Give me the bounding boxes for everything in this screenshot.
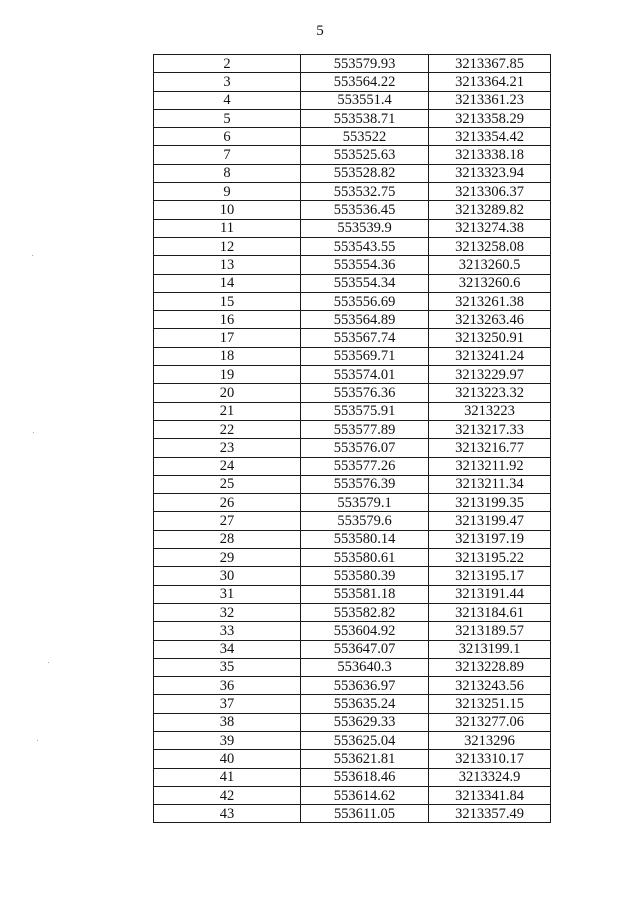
x-coordinate-cell: 553538.71 — [301, 109, 429, 127]
x-coordinate-cell: 553551.4 — [301, 91, 429, 109]
x-coordinate-cell: 553618.46 — [301, 768, 429, 786]
table-row — [154, 786, 551, 804]
x-coordinate-cell: 553575.91 — [301, 402, 429, 420]
point-number-cell: 6 — [154, 128, 301, 146]
x-coordinate-cell: 553614.62 — [301, 786, 429, 804]
x-coordinate-cell: 553581.18 — [301, 585, 429, 603]
y-coordinate-cell: 3213217.33 — [429, 420, 551, 438]
table-row — [154, 183, 551, 201]
point-number-cell: 34 — [154, 640, 301, 658]
table-row — [154, 768, 551, 786]
scan-speck — [33, 432, 34, 433]
point-number-cell: 40 — [154, 750, 301, 768]
x-coordinate-cell: 553554.36 — [301, 256, 429, 274]
table-row — [154, 420, 551, 438]
x-coordinate-cell: 553621.81 — [301, 750, 429, 768]
point-number-cell: 26 — [154, 494, 301, 512]
table-row — [154, 585, 551, 603]
x-coordinate-cell: 553580.14 — [301, 530, 429, 548]
table-row — [154, 73, 551, 91]
point-number-cell: 25 — [154, 475, 301, 493]
y-coordinate-cell: 3213197.19 — [429, 530, 551, 548]
table-row — [154, 640, 551, 658]
y-coordinate-cell: 3213324.9 — [429, 768, 551, 786]
y-coordinate-cell: 3213277.06 — [429, 713, 551, 731]
table-row — [154, 219, 551, 237]
y-coordinate-cell: 3213243.56 — [429, 677, 551, 695]
y-coordinate-cell: 3213361.23 — [429, 91, 551, 109]
y-coordinate-cell: 3213358.29 — [429, 109, 551, 127]
y-coordinate-cell: 3213199.1 — [429, 640, 551, 658]
x-coordinate-cell: 553576.39 — [301, 475, 429, 493]
y-coordinate-cell: 3213261.38 — [429, 292, 551, 310]
table-row — [154, 512, 551, 530]
point-number-cell: 39 — [154, 731, 301, 749]
x-coordinate-cell: 553604.92 — [301, 622, 429, 640]
x-coordinate-cell: 553640.3 — [301, 658, 429, 676]
point-number-cell: 15 — [154, 292, 301, 310]
point-number-cell: 16 — [154, 311, 301, 329]
y-coordinate-cell: 3213251.15 — [429, 695, 551, 713]
point-number-cell: 28 — [154, 530, 301, 548]
point-number-cell: 43 — [154, 805, 301, 823]
table-row — [154, 603, 551, 621]
table-row — [154, 713, 551, 731]
table-row — [154, 256, 551, 274]
x-coordinate-cell: 553539.9 — [301, 219, 429, 237]
x-coordinate-cell: 553579.1 — [301, 494, 429, 512]
point-number-cell: 20 — [154, 384, 301, 402]
table-row — [154, 677, 551, 695]
x-coordinate-cell: 553532.75 — [301, 183, 429, 201]
point-number-cell: 21 — [154, 402, 301, 420]
table-row — [154, 475, 551, 493]
point-number-cell: 41 — [154, 768, 301, 786]
point-number-cell: 5 — [154, 109, 301, 127]
point-number-cell: 29 — [154, 549, 301, 567]
point-number-cell: 19 — [154, 366, 301, 384]
y-coordinate-cell: 3213228.89 — [429, 658, 551, 676]
x-coordinate-cell: 553611.05 — [301, 805, 429, 823]
x-coordinate-cell: 553536.45 — [301, 201, 429, 219]
point-number-cell: 10 — [154, 201, 301, 219]
table-row — [154, 750, 551, 768]
y-coordinate-cell: 3213184.61 — [429, 603, 551, 621]
point-number-cell: 31 — [154, 585, 301, 603]
y-coordinate-cell: 3213357.49 — [429, 805, 551, 823]
y-coordinate-cell: 3213260.5 — [429, 256, 551, 274]
y-coordinate-cell: 3213274.38 — [429, 219, 551, 237]
y-coordinate-cell: 3213306.37 — [429, 183, 551, 201]
point-number-cell: 2 — [154, 55, 301, 73]
table-row — [154, 658, 551, 676]
x-coordinate-cell: 553629.33 — [301, 713, 429, 731]
table-row — [154, 622, 551, 640]
point-number-cell: 24 — [154, 457, 301, 475]
point-number-cell: 23 — [154, 439, 301, 457]
table-row — [154, 805, 551, 823]
scan-speck — [37, 740, 38, 741]
y-coordinate-cell: 3213323.94 — [429, 164, 551, 182]
y-coordinate-cell: 3213223.32 — [429, 384, 551, 402]
table-row — [154, 439, 551, 457]
y-coordinate-cell: 3213195.22 — [429, 549, 551, 567]
x-coordinate-cell: 553528.82 — [301, 164, 429, 182]
x-coordinate-cell: 553576.36 — [301, 384, 429, 402]
x-coordinate-cell: 553580.39 — [301, 567, 429, 585]
table-row — [154, 292, 551, 310]
table-row — [154, 55, 551, 73]
x-coordinate-cell: 553556.69 — [301, 292, 429, 310]
point-number-cell: 8 — [154, 164, 301, 182]
table-row — [154, 457, 551, 475]
y-coordinate-cell: 3213199.47 — [429, 512, 551, 530]
point-number-cell: 3 — [154, 73, 301, 91]
x-coordinate-cell: 553579.93 — [301, 55, 429, 73]
x-coordinate-cell: 553554.34 — [301, 274, 429, 292]
table-row — [154, 109, 551, 127]
y-coordinate-cell: 3213263.46 — [429, 311, 551, 329]
x-coordinate-cell: 553647.07 — [301, 640, 429, 658]
point-number-cell: 7 — [154, 146, 301, 164]
table-row — [154, 695, 551, 713]
table-row — [154, 731, 551, 749]
y-coordinate-cell: 3213223 — [429, 402, 551, 420]
x-coordinate-cell: 553576.07 — [301, 439, 429, 457]
y-coordinate-cell: 3213229.97 — [429, 366, 551, 384]
y-coordinate-cell: 3213367.85 — [429, 55, 551, 73]
x-coordinate-cell: 553579.6 — [301, 512, 429, 530]
y-coordinate-cell: 3213216.77 — [429, 439, 551, 457]
x-coordinate-cell: 553577.26 — [301, 457, 429, 475]
coordinates-table-body — [154, 55, 551, 823]
y-coordinate-cell: 3213191.44 — [429, 585, 551, 603]
x-coordinate-cell: 553635.24 — [301, 695, 429, 713]
y-coordinate-cell: 3213296 — [429, 731, 551, 749]
point-number-cell: 35 — [154, 658, 301, 676]
y-coordinate-cell: 3213310.17 — [429, 750, 551, 768]
x-coordinate-cell: 553569.71 — [301, 347, 429, 365]
y-coordinate-cell: 3213189.57 — [429, 622, 551, 640]
x-coordinate-cell: 553577.89 — [301, 420, 429, 438]
x-coordinate-cell: 553564.89 — [301, 311, 429, 329]
table-row — [154, 549, 551, 567]
table-row — [154, 530, 551, 548]
table-row — [154, 366, 551, 384]
point-number-cell: 4 — [154, 91, 301, 109]
y-coordinate-cell: 3213338.18 — [429, 146, 551, 164]
coordinates-table — [153, 54, 551, 823]
y-coordinate-cell: 3213341.84 — [429, 786, 551, 804]
point-number-cell: 22 — [154, 420, 301, 438]
x-coordinate-cell: 553574.01 — [301, 366, 429, 384]
point-number-cell: 14 — [154, 274, 301, 292]
x-coordinate-cell: 553543.55 — [301, 237, 429, 255]
y-coordinate-cell: 3213260.6 — [429, 274, 551, 292]
point-number-cell: 33 — [154, 622, 301, 640]
point-number-cell: 37 — [154, 695, 301, 713]
y-coordinate-cell: 3213354.42 — [429, 128, 551, 146]
table-row — [154, 164, 551, 182]
y-coordinate-cell: 3213241.24 — [429, 347, 551, 365]
x-coordinate-cell: 553582.82 — [301, 603, 429, 621]
point-number-cell: 17 — [154, 329, 301, 347]
table-row — [154, 347, 551, 365]
point-number-cell: 36 — [154, 677, 301, 695]
table-row — [154, 128, 551, 146]
y-coordinate-cell: 3213211.92 — [429, 457, 551, 475]
table-row — [154, 567, 551, 585]
table-row — [154, 274, 551, 292]
table-row — [154, 237, 551, 255]
y-coordinate-cell: 3213289.82 — [429, 201, 551, 219]
x-coordinate-cell: 553525.63 — [301, 146, 429, 164]
x-coordinate-cell: 553567.74 — [301, 329, 429, 347]
x-coordinate-cell: 553564.22 — [301, 73, 429, 91]
table-row — [154, 329, 551, 347]
x-coordinate-cell: 553625.04 — [301, 731, 429, 749]
y-coordinate-cell: 3213195.17 — [429, 567, 551, 585]
table-row — [154, 146, 551, 164]
x-coordinate-cell: 553580.61 — [301, 549, 429, 567]
point-number-cell: 32 — [154, 603, 301, 621]
point-number-cell: 27 — [154, 512, 301, 530]
scan-speck — [32, 255, 33, 256]
y-coordinate-cell: 3213364.21 — [429, 73, 551, 91]
table-row — [154, 201, 551, 219]
x-coordinate-cell: 553636.97 — [301, 677, 429, 695]
point-number-cell: 18 — [154, 347, 301, 365]
point-number-cell: 12 — [154, 237, 301, 255]
point-number-cell: 13 — [154, 256, 301, 274]
table-row — [154, 311, 551, 329]
table-row — [154, 402, 551, 420]
point-number-cell: 11 — [154, 219, 301, 237]
y-coordinate-cell: 3213211.34 — [429, 475, 551, 493]
scan-speck — [48, 662, 49, 663]
y-coordinate-cell: 3213250.91 — [429, 329, 551, 347]
table-row — [154, 494, 551, 512]
y-coordinate-cell: 3213258.08 — [429, 237, 551, 255]
point-number-cell: 38 — [154, 713, 301, 731]
point-number-cell: 30 — [154, 567, 301, 585]
x-coordinate-cell: 553522 — [301, 128, 429, 146]
table-row — [154, 384, 551, 402]
page-number: 5 — [316, 23, 324, 39]
y-coordinate-cell: 3213199.35 — [429, 494, 551, 512]
point-number-cell: 9 — [154, 183, 301, 201]
point-number-cell: 42 — [154, 786, 301, 804]
table-row — [154, 91, 551, 109]
